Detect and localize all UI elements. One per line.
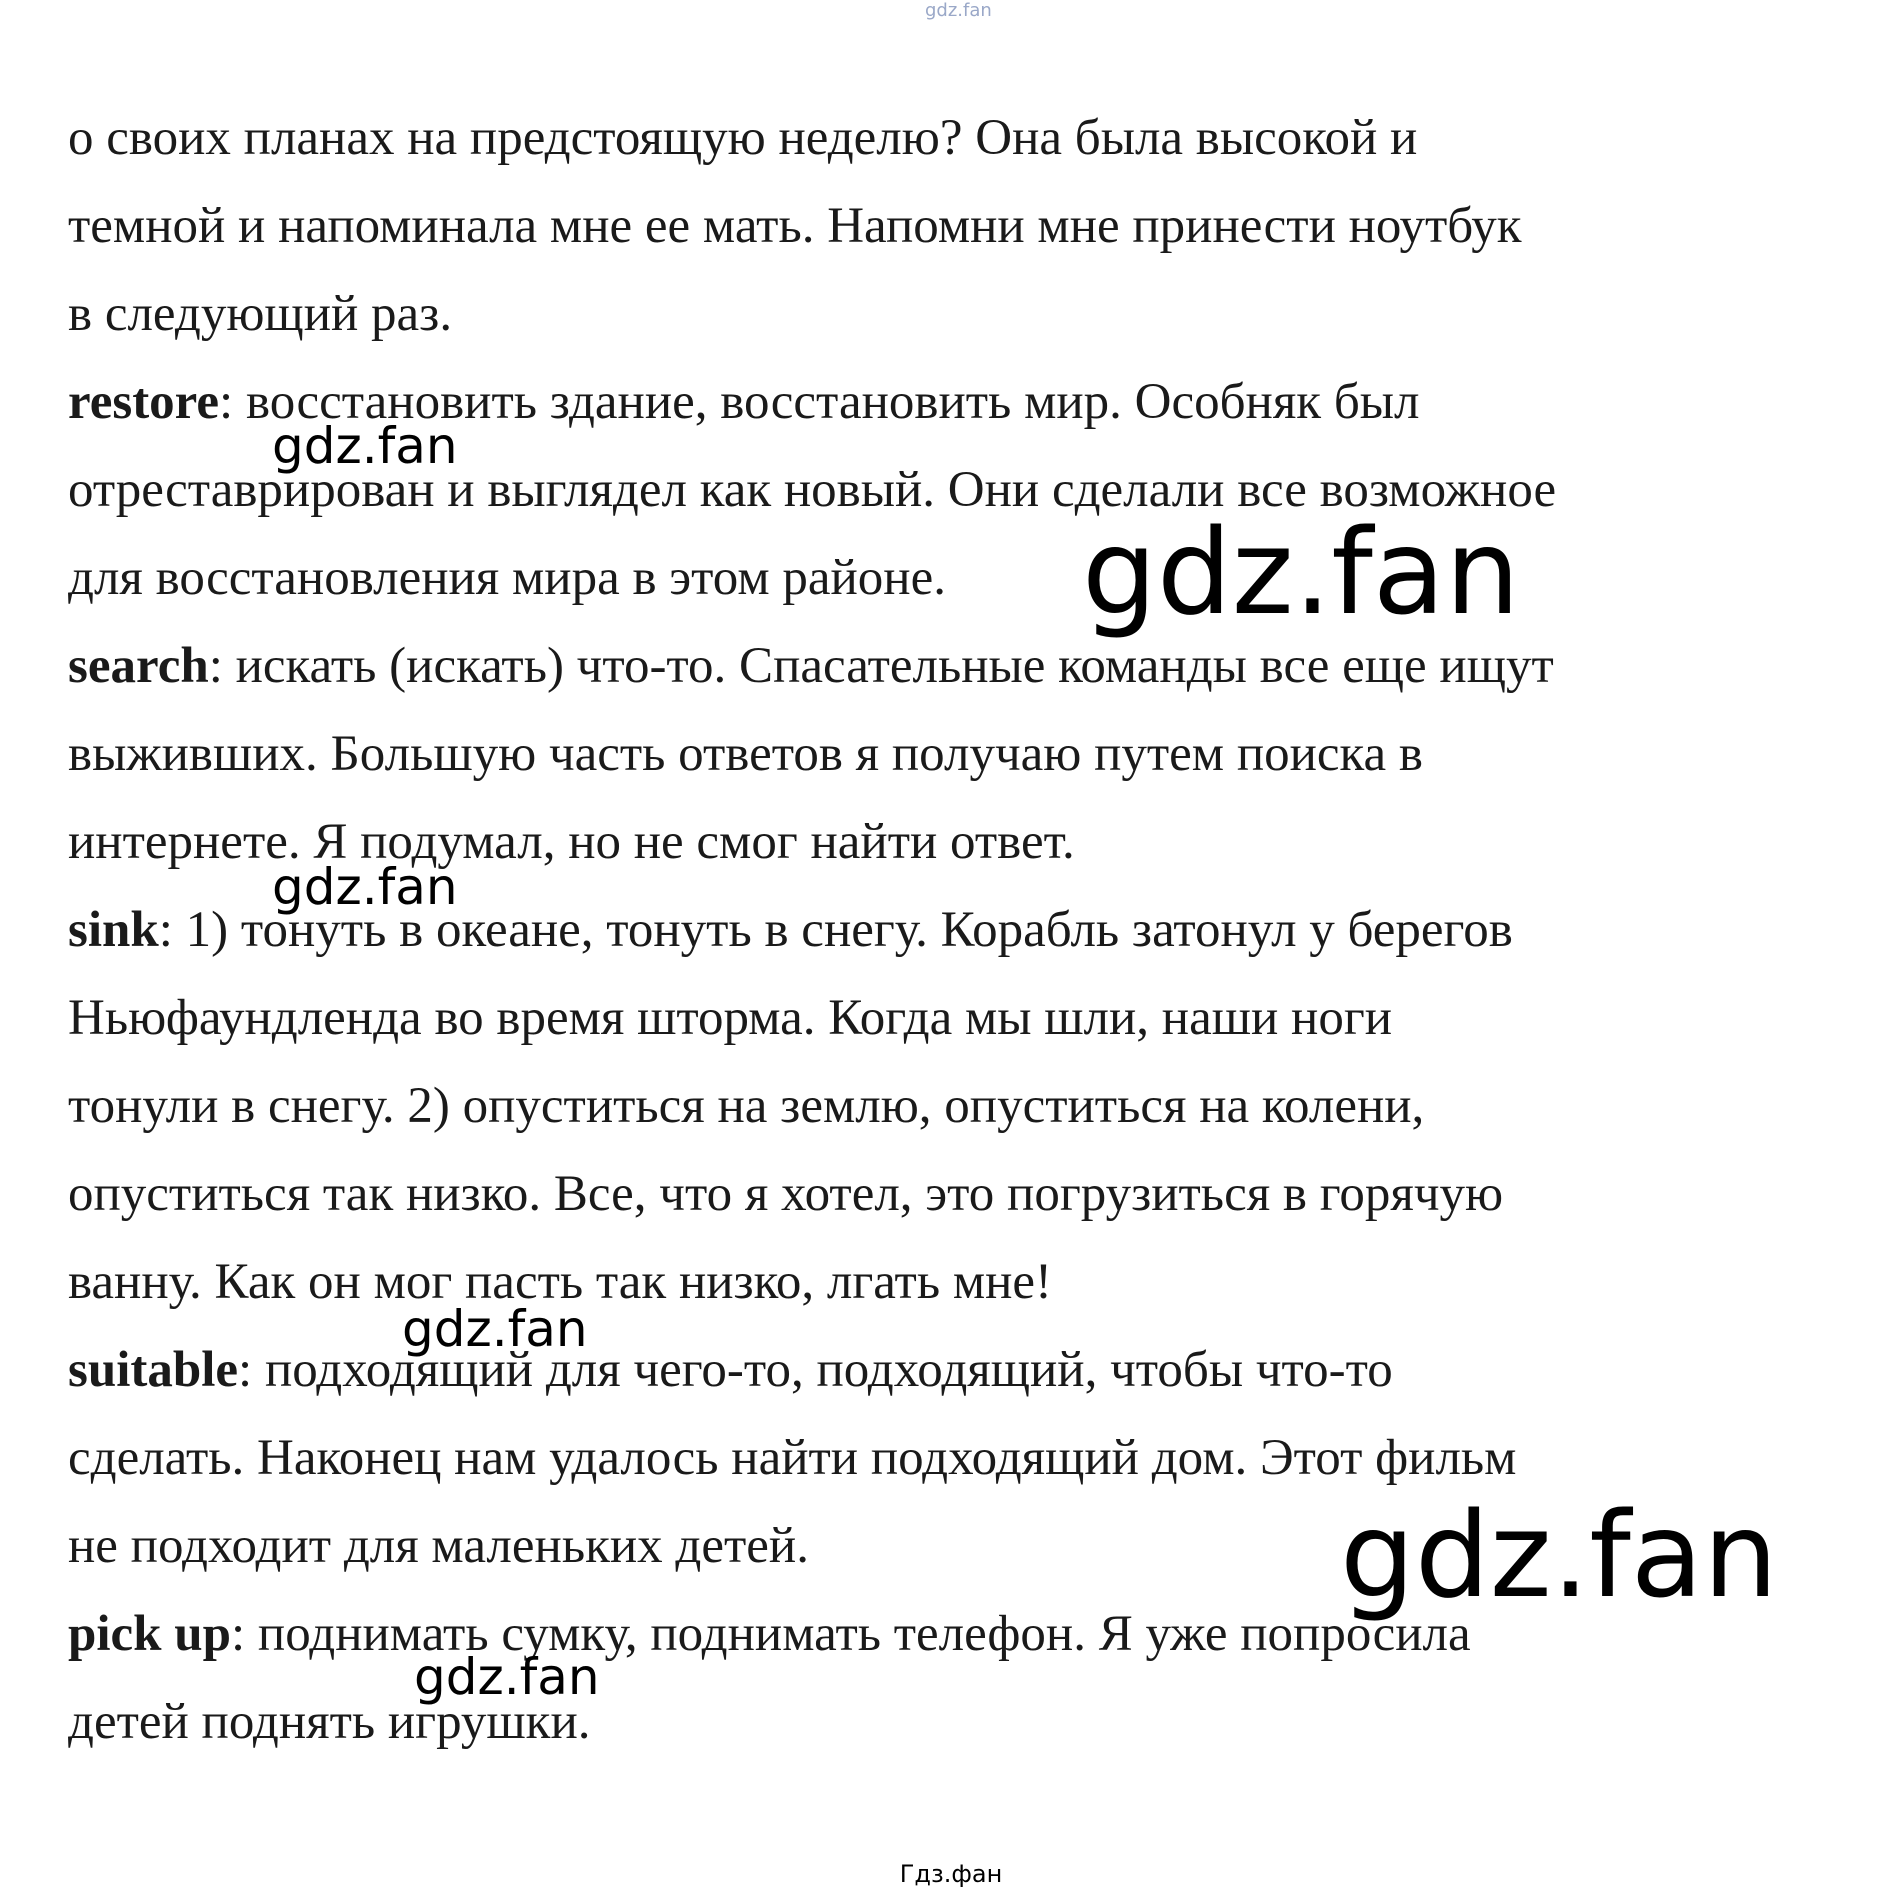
text-line (68, 988, 1392, 1048)
line-text: о своих планах на предстоящую неделю? Она была высокой и (68, 110, 1418, 166)
text-line (68, 284, 452, 344)
term-suitable: suitable (68, 1342, 239, 1398)
watermark-large: gdz.fan (1340, 1486, 1778, 1624)
text-line (68, 812, 1075, 872)
text-line (68, 1340, 1393, 1400)
line-text: опуститься так низко. Все, что я хотел, это погрузиться в горячую (68, 1166, 1504, 1222)
line-text: интернете. Я подумал, но не смог найти ответ. (68, 814, 1075, 870)
text-line (68, 636, 1554, 696)
line-text: ванну. Как он мог пасть так низко, лгать мне! (68, 1254, 1053, 1310)
line-text: выживших. Большую часть ответов я получаю путем поиска в (68, 726, 1424, 782)
line-text: для восстановления мира в этом районе. (68, 550, 946, 606)
watermark-large: gdz.fan (1082, 503, 1520, 641)
footer-caption: Гдз.фан (899, 1860, 1003, 1888)
text-line (68, 108, 1417, 168)
text-line (68, 724, 1423, 784)
line-text: Ньюфаундленда во время шторма. Когда мы шли, наши ноги (68, 990, 1393, 1046)
line-text: детей поднять игрушки. (68, 1694, 591, 1750)
text-line (68, 1516, 809, 1576)
watermark-small: gdz.fan (414, 1648, 600, 1706)
line-text: : восстановить здание, восстановить мир. Особняк был (219, 374, 1420, 430)
line-text: в следующий раз. (68, 286, 453, 342)
line-text: не подходит для маленьких детей. (68, 1518, 809, 1574)
line-text: сделать. Наконец нам удалось найти подходящий дом. Этот фильм (68, 1430, 1517, 1486)
line-text: : подходящий для чего-то, подходящий, чтобы что-то (238, 1342, 1393, 1398)
text-line (68, 548, 946, 608)
watermark-small: gdz.fan (402, 1300, 588, 1358)
term-pick-up: pick up (68, 1606, 232, 1662)
line-text: : искать (искать) что-то. Спасательные команды все еще ищут (208, 638, 1554, 694)
line-text: : поднимать сумку, поднимать телефон. Я уже попросила (231, 1606, 1471, 1662)
line-text: отреставрирован и выглядел как новый. Они сделали все возможное (68, 462, 1557, 518)
text-line (68, 1164, 1503, 1224)
term-sink: sink (68, 902, 159, 958)
text-line (68, 196, 1522, 256)
watermark-small: gdz.fan (272, 417, 458, 475)
text-line (68, 372, 1420, 432)
text-line (68, 1604, 1471, 1664)
text-line (68, 1076, 1424, 1136)
header-watermark: gdz.fan (925, 0, 992, 21)
term-restore: restore (68, 374, 220, 430)
line-text: : 1) тонуть в океане, тонуть в снегу. Корабль затонул у берегов (158, 902, 1513, 958)
line-text: темной и напоминала мне ее мать. Напомни мне принести ноутбук (68, 198, 1522, 254)
line-text: тонули в снегу. 2) опуститься на землю, опуститься на колени, (68, 1078, 1425, 1134)
text-line (68, 1428, 1516, 1488)
term-search: search (68, 638, 209, 694)
watermark-small: gdz.fan (272, 858, 458, 916)
